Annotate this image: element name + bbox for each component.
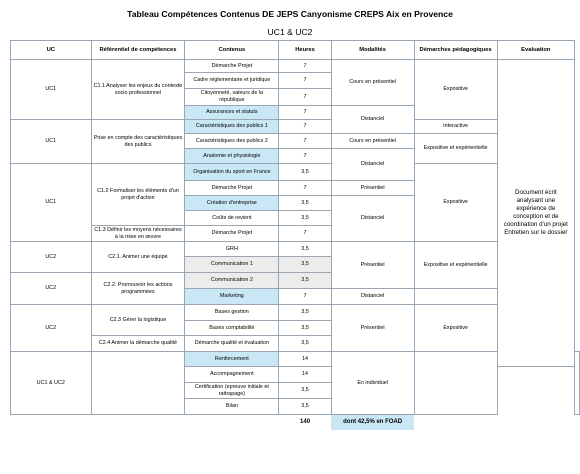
heures-cell: 7 <box>279 181 331 196</box>
demarche-cell <box>414 352 497 415</box>
referentiel-cell: C1.1 Analyser les enjeux du contexte socio professionnel <box>91 60 185 120</box>
heures-cell: 3,5 <box>279 336 331 352</box>
contenu-cell: Marketing <box>185 289 279 305</box>
contenu-cell: Démarche Projet <box>185 226 279 242</box>
table-row <box>11 164 580 181</box>
col-header-contenus: Contenus <box>185 41 279 60</box>
page-title: Tableau Compétences Contenus DE JEPS Canyonisme CREPS Aix en Provence <box>127 9 453 19</box>
total-hours: 140 <box>300 418 311 425</box>
contenu-cell: Démarche Projet <box>185 60 279 73</box>
contenu-cell: Organisation du sport en France <box>185 164 279 181</box>
heures-cell: 3,5 <box>279 273 331 289</box>
col-header-modalites: Modalités <box>331 41 414 60</box>
modalite-cell: Distanciel <box>331 289 414 305</box>
demarche-cell: Expositive <box>414 60 497 120</box>
referentiel-cell: Prise en compte des caractéristiques des publics <box>91 120 185 164</box>
heures-cell: 3,5 <box>279 321 331 336</box>
total-row <box>11 415 580 430</box>
page-subtitle: UC1 & UC2 <box>267 27 313 37</box>
heures-cell: 7 <box>279 149 331 164</box>
referentiel-cell: C2.3 Gérer la logistique <box>91 305 185 336</box>
evaluation-cell-empty <box>575 352 580 415</box>
heures-cell: 3,5 <box>279 242 331 257</box>
col-header-evaluation: Evaluation <box>497 41 574 60</box>
table-header-row <box>11 41 580 60</box>
col-header-heures: Heures <box>279 41 331 60</box>
heures-cell: 7 <box>279 73 331 89</box>
uc-cell: UC1 <box>11 120 92 164</box>
contenu-cell: Création d'entreprise <box>185 196 279 211</box>
demarche-cell: Expositive <box>414 305 497 352</box>
modalite-cell: Présentiel <box>331 305 414 352</box>
table-row <box>11 242 580 257</box>
referentiel-cell: C2.4 Animer la démarche qualité <box>91 336 185 352</box>
heures-cell: 3,5 <box>279 196 331 211</box>
col-header-referentiel: Référentiel de compétences <box>91 41 185 60</box>
contenu-cell: Anatomie et physiologie <box>185 149 279 164</box>
referentiel-cell: C2.1. Animer une équipe <box>91 242 185 273</box>
heures-cell: 3,5 <box>279 211 331 226</box>
heures-cell: 14 <box>279 367 331 383</box>
referentiel-cell: C2.2. Promouvoir les actions programmées <box>91 273 185 305</box>
contenu-cell: Communication 1 <box>185 257 279 273</box>
heures-cell: 7 <box>279 289 331 305</box>
demarche-cell: Expositive <box>414 164 497 242</box>
referentiel-cell: C1.2 Formaliser les éléments d'un projet d'action <box>91 164 185 226</box>
contenu-cell: Démarche qualité et évaluation <box>185 336 279 352</box>
table-row <box>11 60 580 73</box>
contenu-cell: Bases gestion <box>185 305 279 321</box>
contenu-cell: Caractéristiques des publics 2 <box>185 134 279 149</box>
demarche-cell: Interactive <box>414 120 497 134</box>
contenu-cell: Accompagnement <box>185 367 279 383</box>
contenu-cell: Renforcement <box>185 352 279 367</box>
contenu-cell: Bases comptabilité <box>185 321 279 336</box>
heures-cell: 3,5 <box>279 383 331 399</box>
heures-cell: 3,5 <box>279 257 331 273</box>
heures-cell: 7 <box>279 226 331 242</box>
heures-cell: 7 <box>279 106 331 120</box>
col-header-uc: UC <box>11 41 92 60</box>
evaluation-cell: Document écrit analysant une expérience de conception et de coordination d'un projet Entretien sur le dossier <box>497 60 574 367</box>
heures-cell: 14 <box>279 352 331 367</box>
uc-cell: UC2 <box>11 273 92 305</box>
heures-cell: 3,5 <box>279 399 331 415</box>
heures-cell: 3,5 <box>279 164 331 181</box>
uc-cell: UC1 <box>11 164 92 242</box>
contenu-cell: GRH <box>185 242 279 257</box>
uc-cell: UC1 & UC2 <box>11 352 92 415</box>
competences-table <box>10 40 580 430</box>
contenu-cell: Cadre réglementaire et juridique <box>185 73 279 89</box>
demarche-cell: Expositive et expérientielle <box>414 134 497 164</box>
modalite-cell: Cours en présentiel <box>331 60 414 106</box>
contenu-cell: Démarche Projet <box>185 181 279 196</box>
heures-cell: 3,5 <box>279 305 331 321</box>
heures-cell: 7 <box>279 60 331 73</box>
referentiel-cell: C1.3 Définir les moyens nécessaires à la mise en œuvre <box>91 226 185 242</box>
table-row <box>11 305 580 321</box>
heures-cell: 7 <box>279 120 331 134</box>
modalite-cell: Cours en présentiel <box>331 134 414 149</box>
contenu-cell: Certification (epreuve initiale et rattrapage) <box>185 383 279 399</box>
table-row <box>11 352 580 367</box>
modalite-cell: Présentiel <box>331 181 414 196</box>
col-header-demarches: Démarches pédagogiques <box>414 41 497 60</box>
contenu-cell: Caractéristiques des publics 1 <box>185 120 279 134</box>
contenu-cell: Citoyenneté, valeurs de la république <box>185 89 279 106</box>
heures-cell: 7 <box>279 89 331 106</box>
contenu-cell: Communication 2 <box>185 273 279 289</box>
referentiel-cell <box>91 352 185 415</box>
demarche-cell <box>414 289 497 305</box>
modalite-cell: Présentiel <box>331 242 414 289</box>
foad-badge: dont 42,5% en FOAD <box>331 415 414 430</box>
modalite-cell: En individuel <box>331 352 414 415</box>
table-row <box>11 120 580 134</box>
contenu-cell: Assurances et statuts <box>185 106 279 120</box>
uc-cell: UC2 <box>11 305 92 352</box>
demarche-cell: Expositive et expérientielle <box>414 242 497 289</box>
contenu-cell: Coûts de revient <box>185 211 279 226</box>
contenu-cell: Bilan <box>185 399 279 415</box>
uc-cell: UC2 <box>11 242 92 273</box>
modalite-cell: Distanciel <box>331 106 414 134</box>
heures-cell: 7 <box>279 134 331 149</box>
modalite-cell: Distanciel <box>331 149 414 181</box>
uc-cell: UC1 <box>11 60 92 120</box>
modalite-cell: Distanciel <box>331 196 414 242</box>
